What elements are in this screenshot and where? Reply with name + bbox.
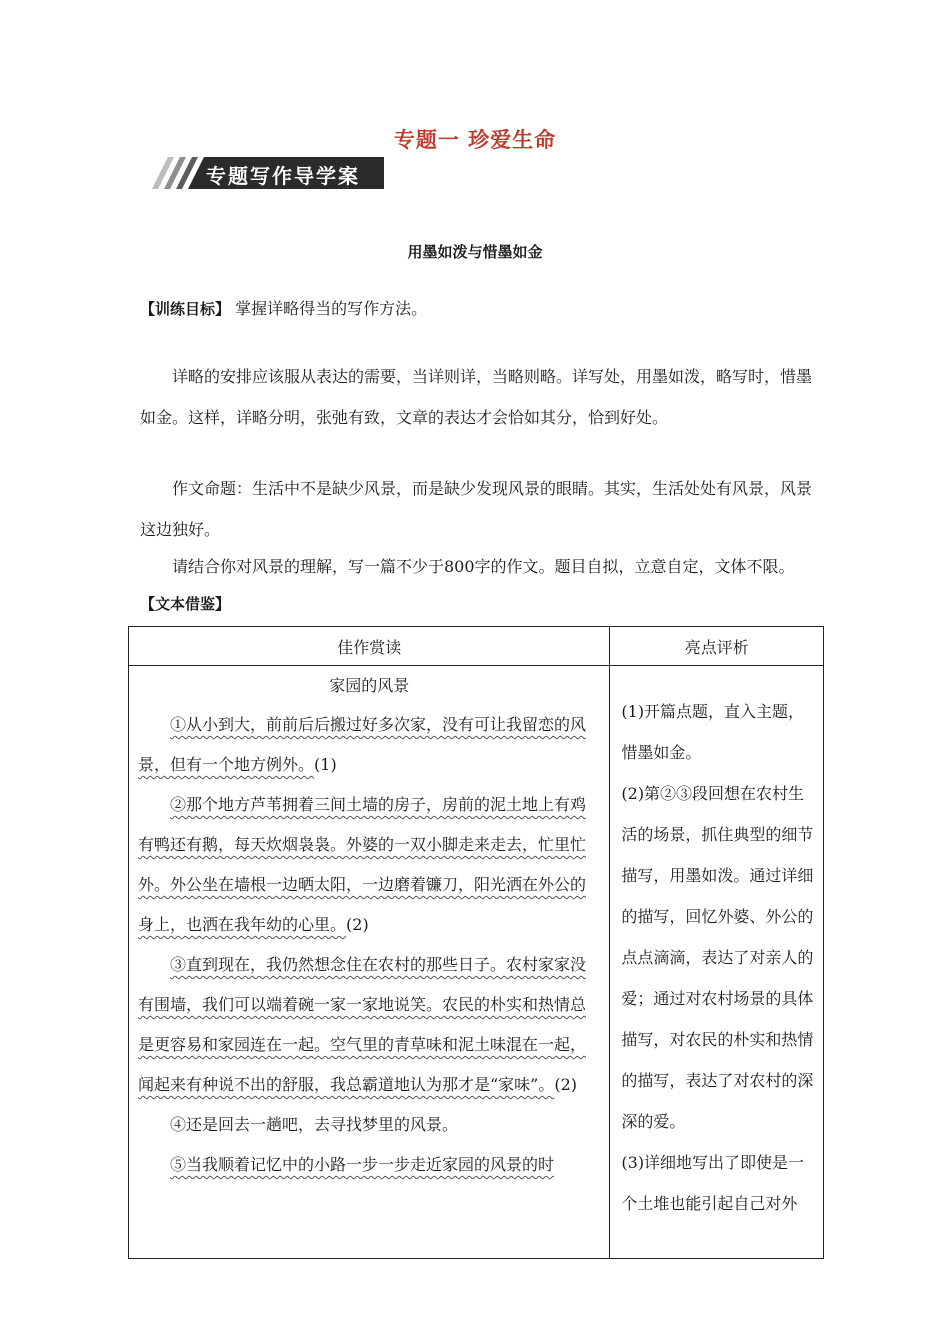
prompt-paragraph-2: 请结合你对风景的理解，写一篇不少于800字的作文。题目自拟，立意自定，文体不限。 xyxy=(172,557,795,576)
essay-paragraph: ⑤当我顺着记忆中的小路一步一步走近家园的风景的时 xyxy=(170,1155,555,1174)
essay-cell xyxy=(129,666,610,1259)
essay-title: 家园的风景 xyxy=(329,676,410,695)
page-title: 专题一 珍爱生命 xyxy=(393,128,557,152)
prompt-paragraph-1: 作文命题：生活中不是缺少风景，而是缺少发现风景的眼睛。其实，生活处处有风景，风景这边独好。 xyxy=(140,479,813,539)
essay-paragraph: ④还是回去一趟吧，去寻找梦里的风景。 xyxy=(170,1115,459,1134)
table-header-row xyxy=(129,627,824,666)
comments-cell xyxy=(610,666,824,1259)
comment-item: (2)第②③段回想在农村生活的场景，抓住典型的细节描写，用墨如泼。通过详细的描写，回忆外婆、外公的点点滴滴，表达了对亲人的爱；通过对农村场景的具体描写，对农民的朴实和热情的描写，表达了对农村的深深的爱。 xyxy=(621,784,814,1131)
table-body-row xyxy=(129,666,824,1259)
essay-paragraph: ③直到现在，我仍然想念住在农村的那些日子。农村家家没有围墙，我们可以端着碗一家一家地说笑。农民的朴实和热情总是更容易和家园连在一起。空气里的青草味和泥土味混在一起，闻起来有种说不出的舒服，我总霸道地认为那才是“家味”。(2) xyxy=(138,955,587,1094)
essay-paragraph: ②那个地方芦苇拥着三间土墙的房子，房前的泥土地上有鸡有鸭还有鹅，每天炊烟袅袅。外婆的一双小脚走来走去，忙里忙外。外公坐在墙根一边晒太阳，一边磨着镰刀，阳光洒在外公的身上，也洒在我年幼的心里。(2) xyxy=(138,795,587,934)
banner-label: 专题写作导学案 xyxy=(206,164,360,188)
comment-item: (1)开篇点题，直入主题，惜墨如金。 xyxy=(621,702,805,762)
training-goal-label: 【训练目标】 xyxy=(140,300,231,318)
comment-item: (3)详细地写出了即使是一个土堆也能引起自己对外 xyxy=(621,1153,805,1213)
training-goal-text: 掌握详略得当的写作方法。 xyxy=(230,299,428,318)
lesson-subtitle: 用墨如泼与惜墨如金 xyxy=(407,243,543,261)
essay-paragraph: ①从小到大，前前后后搬过好多次家，没有可让我留恋的风景，但有一个地方例外。(1) xyxy=(138,715,587,774)
essay-review-table xyxy=(128,626,824,1259)
training-goal xyxy=(140,288,820,330)
intro-paragraph: 详略的安排应该服从表达的需要，当详则详，当略则略。详写处，用墨如泼，略写时，惜墨如金。这样，详略分明，张弛有致，文章的表达才会恰如其分，恰到好处。 xyxy=(140,367,813,427)
header-essay: 佳作赏读 xyxy=(129,627,610,666)
header-comments: 亮点评析 xyxy=(610,627,824,666)
reference-label: 【文本借鉴】 xyxy=(140,595,231,613)
